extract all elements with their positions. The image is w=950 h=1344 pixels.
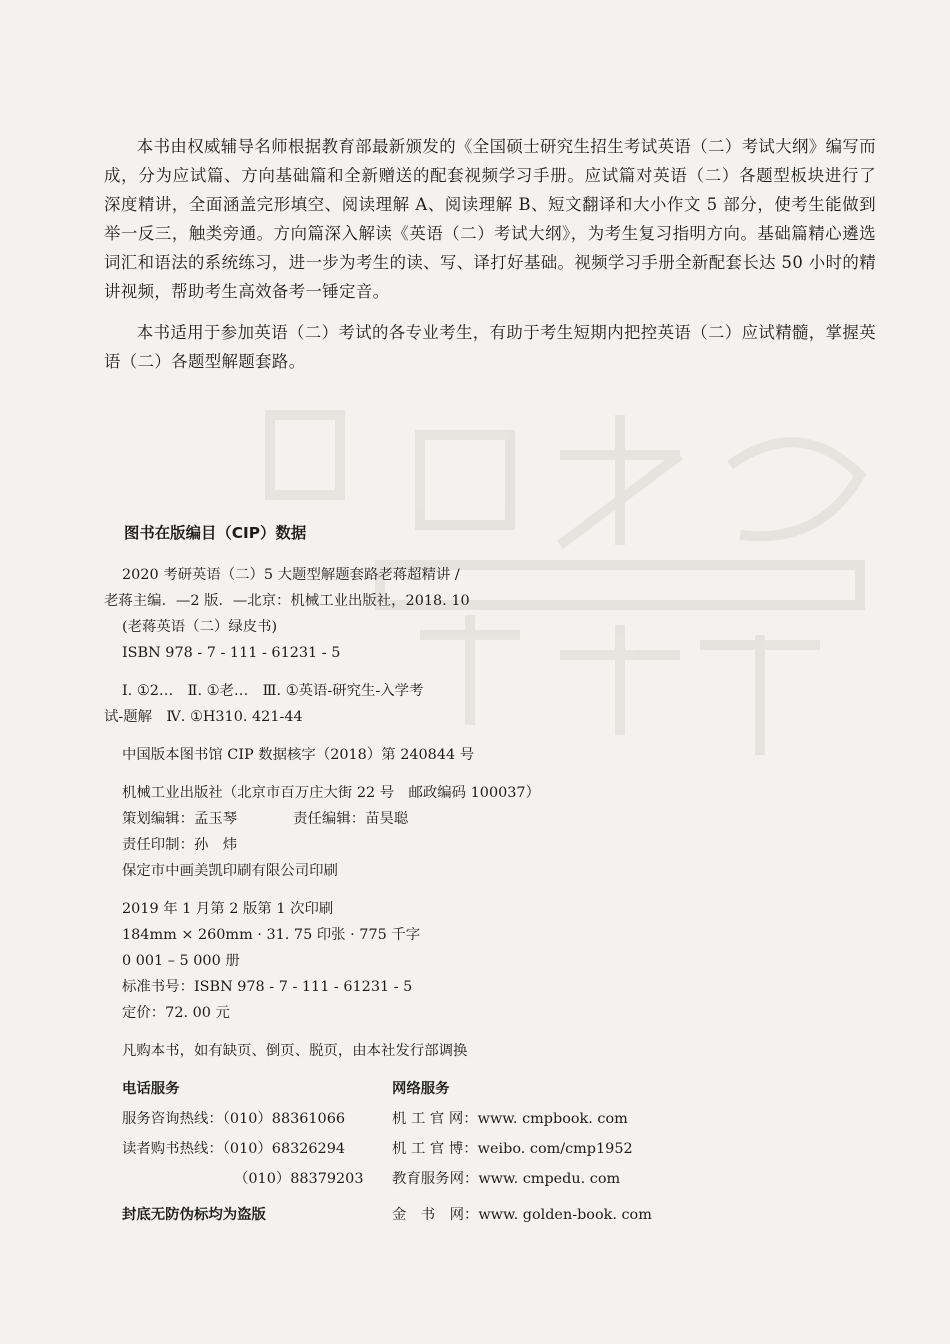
planning-editor: 策划编辑：孟玉琴 (122, 811, 238, 827)
phone-service-header: 电话服务 (122, 1081, 180, 1097)
description-paragraph: 本书适用于参加英语（二）考试的各专业考生，有助于考生短期内把控英语（二）应试精髓，掌握英语（二）各题型解题套路。 (104, 323, 876, 371)
format-line: 184mm × 260mm · 31. 75 印张 · 775 千字 (122, 927, 421, 943)
golden-book-site: 金 书 网：www. golden-book. com (392, 1207, 652, 1223)
official-weibo: 机 工 官 博：weibo. com/cmp1952 (392, 1141, 633, 1157)
cip-record-line: 2020 考研英语（二）5 大题型解题套路老蒋超精讲 / (122, 567, 460, 583)
price-line: 定价：72. 00 元 (122, 1005, 230, 1021)
anti-piracy-notice: 封底无防伪标均为盗版 (122, 1207, 266, 1223)
print-supervisor: 责任印制：孙 炜 (122, 837, 238, 853)
cip-classification: Ⅰ. ①2… Ⅱ. ①老… Ⅲ. ①英语-研究生-入学考 (122, 683, 424, 699)
cip-series: (老蒋英语（二）绿皮书) (122, 619, 278, 635)
print-run-line: 0 001 – 5 000 册 (122, 953, 240, 969)
education-service-site: 教育服务网：www. cmpedu. com (392, 1171, 621, 1187)
service-grid (122, 1076, 664, 1229)
cip-isbn: ISBN 978 - 7 - 111 - 61231 - 5 (122, 645, 341, 661)
official-website: 机 工 官 网：www. cmpbook. com (392, 1111, 628, 1127)
editor-line (122, 806, 664, 832)
description-paragraph: 本书由权威辅导名师根据教育部最新颁发的《全国硕士研究生招生考试英语（二）考试大纲》编写而成，分为应试篇、方向基础篇和全新赠送的配套视频学习手册。应试篇对英语（二）各题型板块进行了深度精讲，全面涵盖完形填空、阅读理解 A、阅读理解 B、短文翻译和大小作文 5 部分，使考生能做到举一反三，触类旁通。方向篇深入解读《英语（二）考试大纲》，为考生复习指明方向。基础篇精心遴选词汇和语法的系统练习，进一步为考生的读、写、译打好基础。视频学习手册全新配套长达 50 小时的精讲视频，帮助考生高效备考一锤定音。 (104, 137, 876, 301)
cip-record-line: 老蒋主编．—2 版．—北京：机械工业出版社，2018. 10 (104, 593, 470, 609)
network-service-header: 网络服务 (392, 1081, 450, 1097)
printer-line: 保定市中画美凯印刷有限公司印刷 (122, 863, 338, 879)
book-description (104, 132, 876, 376)
cip-classification: 试-题解 Ⅳ. ①H310. 421-44 (104, 709, 303, 725)
third-phone: （010）88379203 (234, 1171, 364, 1187)
cip-title: 图书在版编目（CIP）数据 (124, 524, 307, 542)
publisher-line: 机械工业出版社（北京市百万庄大街 22 号 邮政编码 100037） (122, 785, 540, 801)
cip-number: 中国版本图书馆 CIP 数据核字（2018）第 240844 号 (122, 747, 475, 763)
responsible-editor: 责任编辑：苗昊聪 (293, 811, 409, 827)
service-notice: 凡购本书，如有缺页、倒页、脱页，由本社发行部调换 (122, 1043, 468, 1059)
edition-line: 2019 年 1 月第 2 版第 1 次印刷 (122, 901, 334, 917)
service-hotline: 服务咨询热线：（010）88361066 (122, 1111, 346, 1127)
reader-hotline: 读者购书热线：（010）68326294 (122, 1141, 346, 1157)
standard-number-line: 标准书号：ISBN 978 - 7 - 111 - 61231 - 5 (122, 979, 413, 995)
cip-block (104, 520, 664, 1229)
